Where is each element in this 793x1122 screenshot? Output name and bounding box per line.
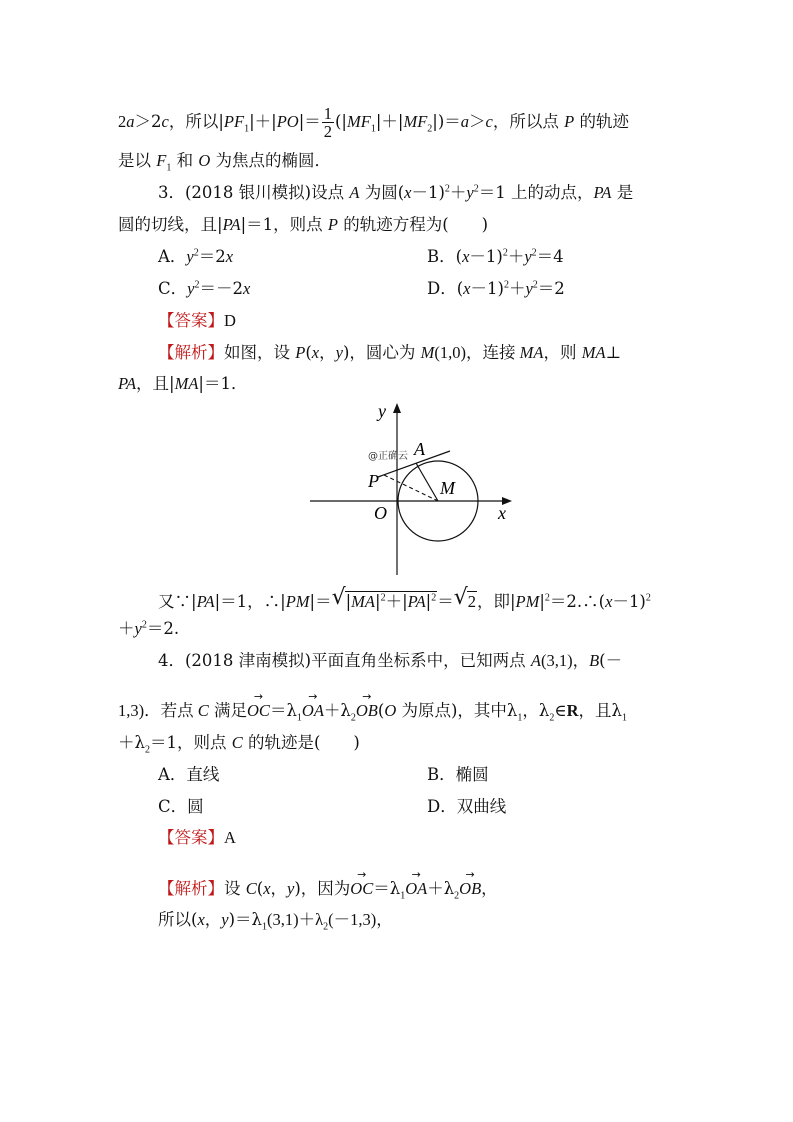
option-a: A．$y^2=2x$ [158, 247, 234, 266]
option-row [158, 245, 658, 269]
answer-tag: 【答案】 [158, 311, 224, 330]
question-3-stem: 圆的切线，且|PA|＝1，则点 P 的轨迹方程为( ) [118, 215, 489, 234]
label-m: M [440, 478, 455, 498]
explanation-tag: 【解析】 [158, 879, 224, 898]
label-o: O [374, 503, 387, 523]
vector-ob: → OB [459, 877, 481, 901]
option-c: C．$y^2=-2x$ [158, 279, 251, 298]
option-d: D．$(x-1)^2+y^2=2$ [427, 279, 565, 298]
explanation-tag: 【解析】 [158, 343, 224, 362]
explanation-line: PA，且|MA|＝1． [118, 374, 248, 393]
fraction-one-half: $\frac{1}{2}$ [323, 104, 332, 141]
segment-ma [416, 463, 438, 501]
square-root: √ $|MA|^2+|PA|^2$ [331, 585, 437, 611]
watermark-text: @正确云 [368, 451, 408, 462]
vector-oa: → OA [302, 699, 324, 723]
label-y: y [378, 401, 386, 421]
option-b: B．椭圆 [427, 765, 489, 784]
option-row [158, 277, 658, 301]
option-a: A．直线 [158, 765, 220, 784]
square-root: √ 2 [453, 585, 476, 611]
circle-tangent-figure [300, 395, 540, 580]
answer-line [158, 826, 236, 850]
option-row [158, 763, 658, 787]
question-4-stem: 4．(2018 津南模拟)平面直角坐标系中，已知两点 A(3,1)，B(－ [158, 651, 623, 670]
question-3-stem: 3．(2018 银川模拟)设点 A 为圆$(x-1)^2+y^2=1$ 上的动点，PA 是 [158, 183, 634, 202]
label-x: x [498, 503, 506, 523]
option-c: C．圆 [158, 797, 204, 816]
vector-oc: → OC [350, 877, 373, 901]
vector-oa: → OA [405, 877, 427, 901]
vector-ob: → OB [356, 699, 378, 723]
answer-line [158, 309, 236, 333]
explanation-line: 【解析】设 C(x，y)，因为→ $OC=\lambda_1\to OA+\lambda_2\to$ OB， [158, 877, 498, 901]
y-axis-arrow [393, 403, 401, 413]
option-d: D．双曲线 [427, 797, 507, 816]
answer-value: D [224, 311, 236, 330]
explanation-line: $+y^2=2$. [118, 619, 180, 638]
text-line: 2a＞2c，所以$|PF_1|+|PO|=$ $\frac{1}{2}$ $(|MF_1|+|MF_2|)=a>c$，所以点 P 的轨迹 [118, 104, 629, 141]
answer-tag: 【答案】 [158, 828, 224, 847]
question-4-stem: 1,3)．若点 C 满足→ $OC=\lambda_1\to OA+\lambda_2\to OB(O$ 为原点)，其中$\lambda_1$，$\lambda_2\in R$，且$\lambda_1$ [118, 699, 627, 723]
option-b: B．$(x-1)^2+y^2=4$ [427, 247, 564, 266]
explanation-line: 又∵|PA|＝1，∴|PM|＝ √ $|MA|^2+|PA|^2=$ √ 2，即$|PM|^2=2.\therefore(x-1)^2$ [158, 590, 651, 614]
label-p: P [368, 471, 379, 491]
vector-oc: → OC [247, 699, 270, 723]
label-a: A [414, 439, 425, 459]
option-row [158, 795, 658, 819]
question-4-stem: $+\lambda_2=1$，则点 C 的轨迹是( ) [118, 733, 360, 756]
answer-value: A [224, 828, 236, 847]
text-line: 是以 $F_1$ 和 O 为焦点的椭圆． [118, 151, 332, 174]
explanation-line: 【解析】如图，设 P(x，y)，圆心为 M(1,0)，连接 MA，则 MA⊥ [158, 343, 622, 362]
explanation-line: 所以(x，$y)=\lambda_1(3,1)+\lambda_2(-1,3)$， [158, 910, 393, 933]
